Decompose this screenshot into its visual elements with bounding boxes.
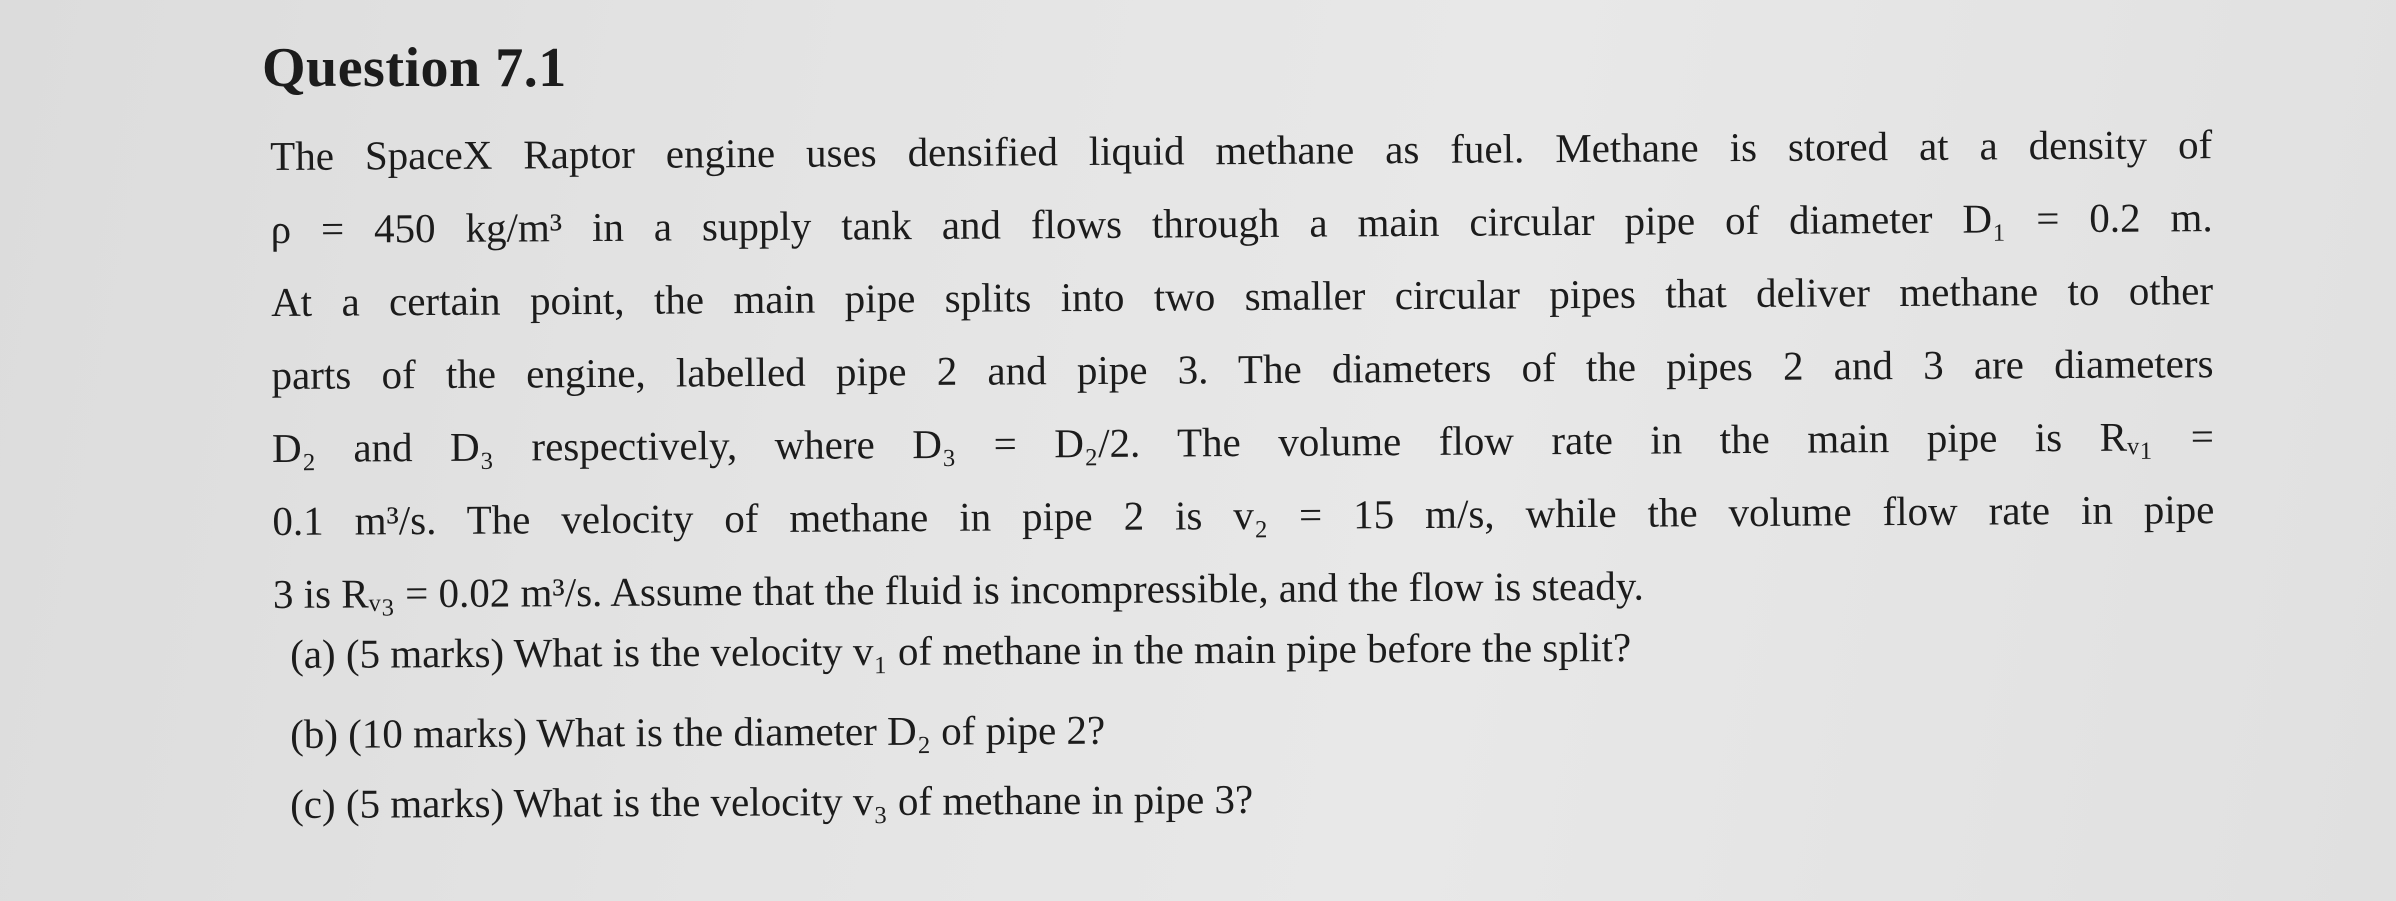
sub-question-c: (c) (5 marks) What is the velocity v₃ of methane in pipe 3? xyxy=(290,775,1254,827)
sub-question-a: (a) (5 marks) What is the velocity v₁ of methane in the main pipe before the split? xyxy=(290,623,1632,677)
sub-question-b: (b) (10 marks) What is the diameter D₂ of pipe 2? xyxy=(290,706,1106,757)
body-line-3: At a certain point, the main pipe splits into two smaller circular pipes that deliver methane to other xyxy=(270,267,2214,325)
body-line-6: 0.1 m³/s. The velocity of methane in pipe 2 is v₂ = 15 m/s, while the volume flow rate in pipe xyxy=(272,486,2215,544)
question-body xyxy=(270,108,2215,631)
body-line-7: 3 is Rᵥ₃ = 0.02 m³/s. Assume that the fluid is incompressible, and the flow is steady. xyxy=(272,562,1644,617)
body-line-4: parts of the engine, labelled pipe 2 and pipe 3. The diameters of the pipes 2 and 3 are diameters xyxy=(271,340,2214,398)
body-line-2: ρ = 450 kg/m³ in a supply tank and flows through a main circular pipe of diameter D₁ = 0.2 m. xyxy=(270,194,2213,252)
body-line-1: The SpaceX Raptor engine uses densified liquid methane as fuel. Methane is stored at a density of xyxy=(270,121,2213,179)
question-title: Question 7.1 xyxy=(262,37,567,99)
body-line-5: D₂ and D₃ respectively, where D₃ = D₂/2. The volume flow rate in the main pipe is Rᵥ₁ = xyxy=(271,413,2215,471)
